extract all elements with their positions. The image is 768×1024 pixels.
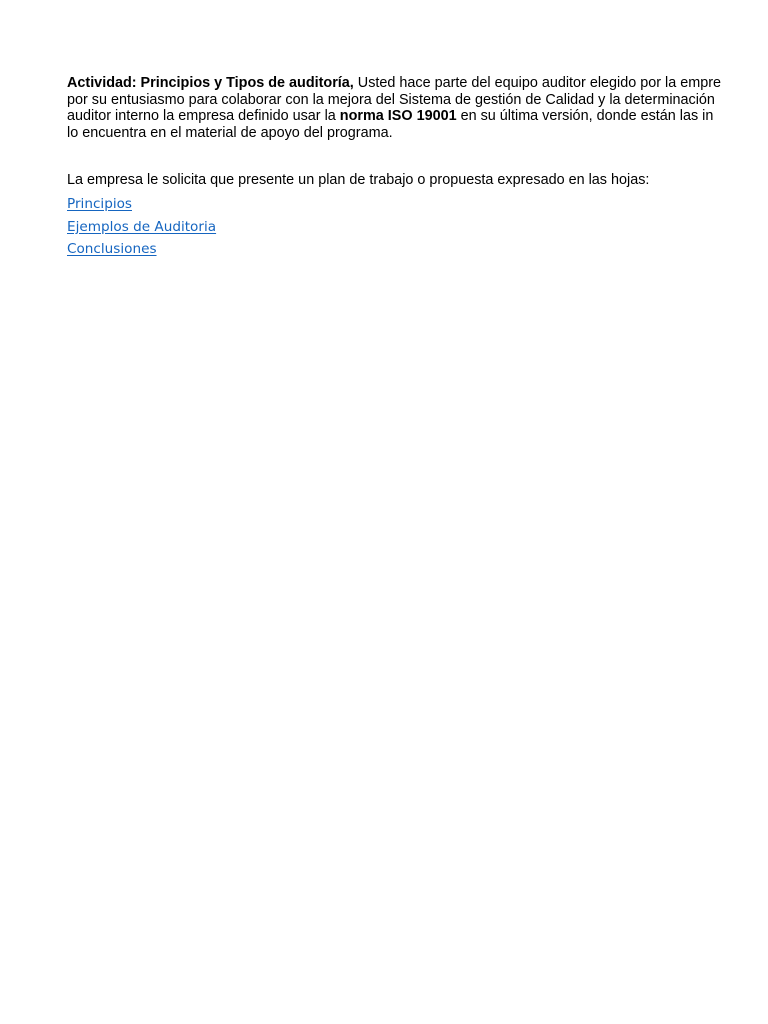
- sheet-links-list: [67, 193, 216, 261]
- paragraph-text: Usted hace parte del equipo auditor elegido por la empre: [353, 75, 722, 91]
- link-ejemplos-de-auditoria[interactable]: Ejemplos de Auditoria: [67, 218, 217, 235]
- paragraph-line-4: lo encuentra en el material de apoyo del programa.: [67, 124, 393, 141]
- activity-paragraph: [67, 75, 768, 141]
- iso-norm-emphasis: norma ISO 19001: [339, 108, 457, 125]
- link-conclusiones[interactable]: Conclusiones: [67, 241, 157, 257]
- paragraph-text: en su última versión, donde están las in: [456, 108, 714, 125]
- request-paragraph: La empresa le solicita que presente un plan de trabajo o propuesta expresado en las hojas:: [67, 172, 650, 188]
- paragraph-line-1: [67, 75, 768, 92]
- link-principios[interactable]: Principios: [67, 196, 132, 212]
- paragraph-line-2: por su entusiasmo para colaborar con la mejora del Sistema de gestión de Calidad y la determinación: [67, 91, 715, 108]
- paragraph-line-3: [67, 108, 768, 125]
- paragraph-text: auditor interno la empresa definido usar la: [67, 108, 340, 125]
- activity-title: Actividad: Principios y Tipos de auditoría,: [67, 75, 354, 91]
